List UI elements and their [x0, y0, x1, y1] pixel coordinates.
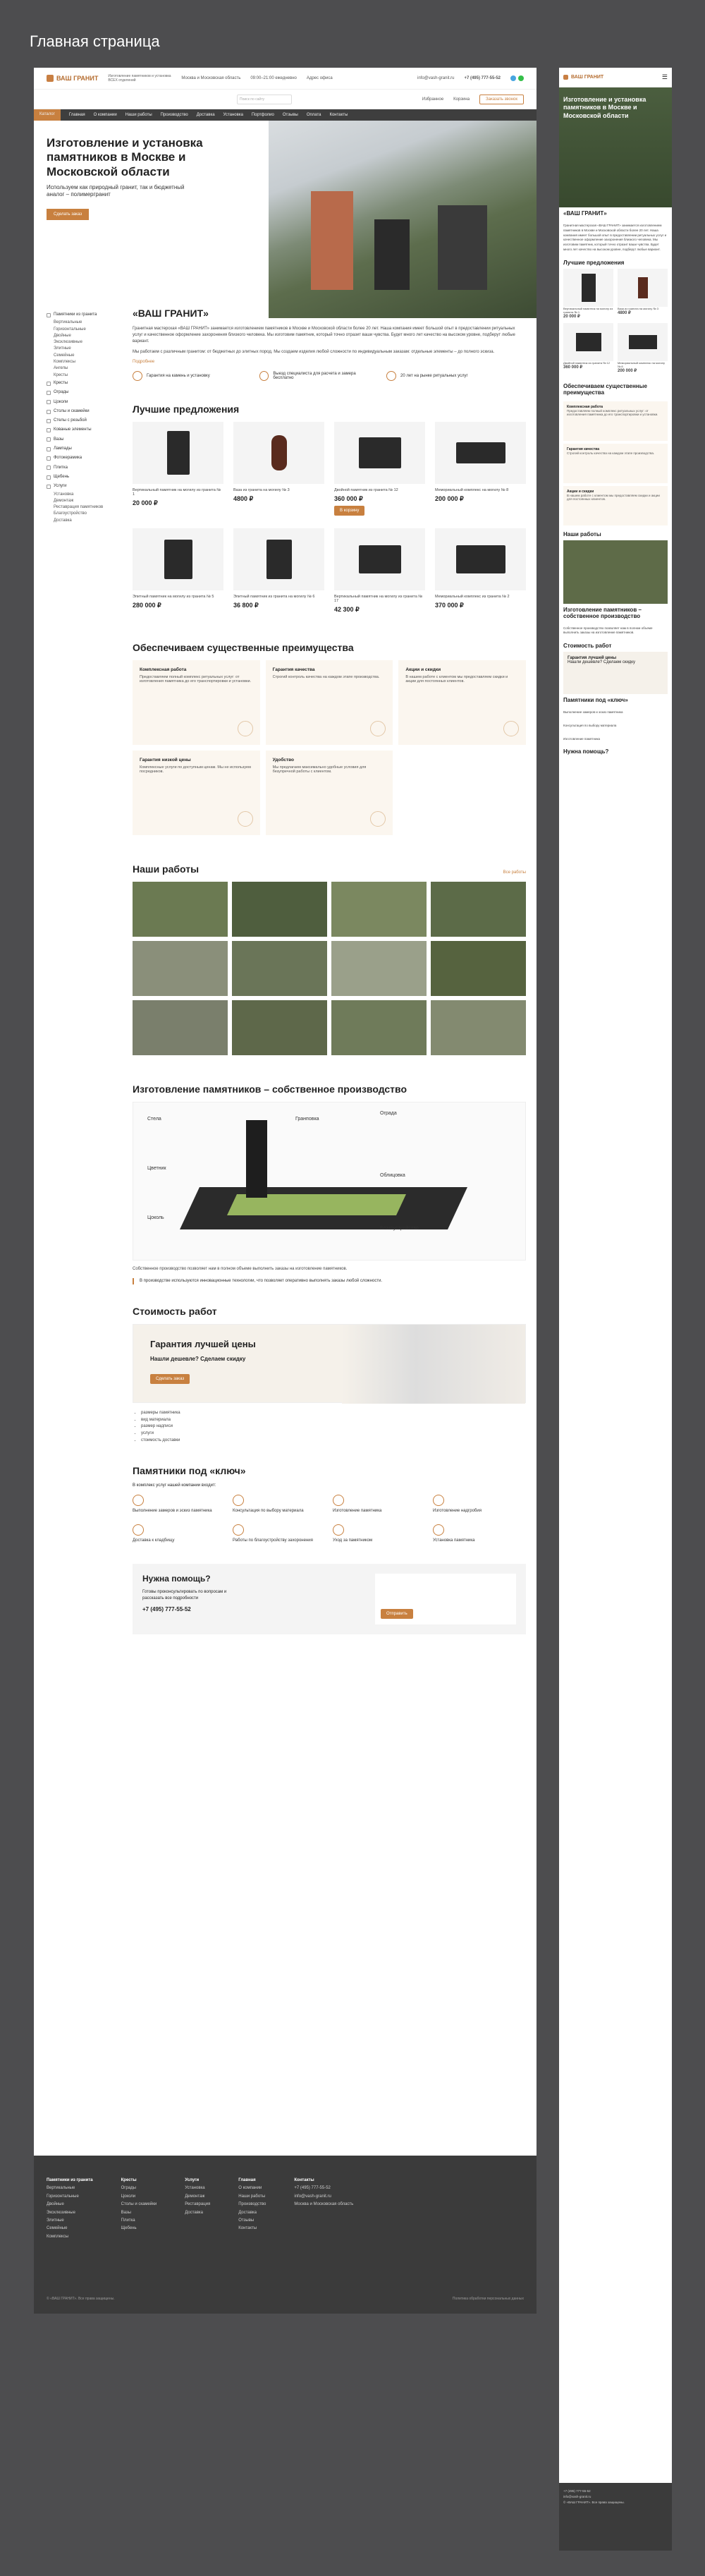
sidebar-item[interactable]: Ограды [47, 388, 124, 397]
mobile-turnkey-item: Консультация по выбору материала [563, 723, 617, 727]
mobile-page [559, 68, 672, 2551]
production-text: Собственное производство позволяет нам в полном объеме выполнить заказы на изготовление памятников. [133, 1267, 348, 1271]
mobile-advantage: Акции и скидки В нашем работе с клиентом мы предоставляем скидки и акции для постоянных клиентов. [563, 486, 668, 525]
mobile-product-card[interactable]: Двойной памятник из гранита № 12 360 000 ₽ [563, 323, 613, 373]
plinth-icon [47, 400, 51, 404]
about-text: Мы работаем с различным гранитом: от бюджетных до элитных пород. Мы создаем изделия любой сложности по индивидуальным заказам: отдельные элементы – до полного эскиза. [133, 350, 495, 354]
tile-icon [47, 466, 51, 470]
work-photo[interactable] [133, 941, 228, 996]
about-more-link[interactable]: Подробнее [133, 360, 155, 364]
mobile-about-text: Гранитная мастерская «ВАШ ГРАНИТ» занимается изготовлением памятников в Москве и Московской области более 20 лет. Наша компания имеет большой опыт в предоставлении ритуальных услуг и качественное оформление захоронения близкого человека. Мы изготовим памятник, который точно отразит ваши чувства. Будет много лет качество на высоком уровне, подберут любые вариант. [563, 224, 667, 251]
production-section [133, 1083, 526, 1284]
nav-item[interactable]: Производство [160, 113, 188, 117]
sidebar-item[interactable]: Столы и скамейки [47, 407, 124, 416]
tagline: Изготовление памятников и установка ВСЕХ отделений [108, 74, 171, 83]
footer-col: Кресты Ограды Цоколи Столы и скамейки Вазы Плитка Щебень [121, 2178, 157, 2231]
complex-icon [238, 721, 253, 736]
discount-icon [503, 721, 519, 736]
offers-title: Лучшие предложения [133, 403, 240, 415]
work-photo[interactable] [331, 941, 427, 996]
sidebar-subitem[interactable]: Благоустройство [54, 511, 87, 516]
tombstone-icon [433, 1495, 444, 1506]
whatsapp-icon[interactable] [518, 75, 524, 81]
tools-icon [333, 1495, 344, 1506]
hours-info: 09:00–21:00 ежедневно [250, 76, 297, 80]
sidebar-subitem[interactable]: Комплексы [54, 360, 76, 365]
add-to-cart-button[interactable]: В корзину [334, 506, 364, 516]
sidebar-item[interactable]: Лампады [47, 444, 124, 454]
mobile-product-card[interactable]: Ваза из гранита на могилу № 3 4800 ₽ [618, 269, 668, 319]
monument-icon [47, 313, 51, 317]
feature-item: Гарантия на камень и установку [133, 371, 245, 381]
turnkey-item: Консультация по выбору материала [233, 1495, 326, 1513]
product-card[interactable]: Двойной памятник из гранита № 12 360 000 ₽ В корзину [334, 422, 425, 516]
advantage-card: Акции и скидки В нашем работе с клиентом мы предоставляем скидки и акции для постоянных клиентов. [398, 660, 526, 745]
sidebar-item[interactable]: Кованые элементы [47, 425, 124, 435]
footer [34, 2156, 537, 2314]
price-icon [238, 811, 253, 827]
help-send-button[interactable]: Отправить [381, 1609, 413, 1619]
privacy-link[interactable]: Политика обработки персональных данных [452, 2297, 524, 2301]
about-text: Гранитная мастерская «ВАШ ГРАНИТ» занимается изготовлением памятников в Москве и Московской области более 20 лет. Наша компания имеет большой опыт в предоставлении ритуальных услуг и качественное оформление захоронения близкого человека. Мы изготовим памятник, который точно отразит ваши чувства. Будет много лет качество на высоком уровне, подберут любые вариант. [133, 327, 515, 344]
all-works-link[interactable]: Все работы [503, 870, 526, 875]
sidebar-subitem[interactable]: Демонтаж [54, 498, 74, 503]
board-title: Главная страница [30, 32, 160, 50]
best-price-banner [133, 1324, 526, 1403]
logo[interactable]: ВАШ ГРАНИТ [47, 75, 98, 82]
cost-section [133, 1306, 526, 1444]
advantages-section [133, 642, 526, 835]
mobile-production-title: Изготовление памятников – собственное производство [563, 606, 642, 619]
sidebar-subitem[interactable]: Эксклюзивные [54, 340, 82, 345]
mobile-advantage: Гарантия качества Строгий контроль качества на каждом этапе производства. [563, 444, 668, 483]
vase-icon [47, 437, 51, 442]
sidebar-item[interactable]: Стелы с резьбой [47, 416, 124, 425]
copyright: © «ВАШ ГРАНИТ». Все права защищены. [47, 2297, 115, 2301]
mobile-product-card[interactable]: Мемориальный комплекс на могилу № 8 200 000 ₽ [618, 323, 668, 373]
mobile-logo[interactable]: ВАШ ГРАНИТ [563, 75, 603, 80]
shield-icon [133, 371, 142, 381]
mobile-turnkey-item: Изготовление памятника [563, 736, 601, 741]
quality-icon [370, 721, 386, 736]
mobile-hero-title: Изготовление и установка памятников в Москве и Московской области [559, 87, 672, 207]
lamp-icon [47, 447, 51, 451]
city-info: Москва и Московская область [181, 76, 241, 80]
telegram-icon[interactable] [510, 75, 516, 81]
landscape-icon [233, 1524, 244, 1536]
catalog-button[interactable]: Каталог [34, 109, 61, 121]
sidebar-item[interactable]: Цоколи [47, 398, 124, 407]
product-card[interactable]: Вертикальный памятник на могилу из гранита № 1 20 000 ₽ [133, 422, 223, 516]
help-form [375, 1574, 516, 1624]
turnkey-section [133, 1465, 526, 1543]
works-section [133, 863, 526, 1055]
fence-icon [47, 391, 51, 395]
footer-col: Памятники из гранита Вертикальные Горизонтальные Двойные Эксклюзивные Элитные Семейные Комплексы [47, 2178, 93, 2239]
work-photo[interactable] [431, 1000, 526, 1055]
email-link[interactable]: info@vash-granit.ru [417, 76, 455, 80]
mobile-turnkey-title: Памятники под «ключ» [563, 697, 628, 703]
comfort-icon [370, 811, 386, 827]
mobile-header [559, 68, 672, 87]
advantage-card: Удобство Мы предлагаем максимально удобные условия для безупречной работы с клиентом. [266, 751, 393, 835]
search-bar [34, 90, 537, 109]
mobile-footer: +7 (495) 777-55-52 info@vash-granit.ru © «ВАШ ГРАНИТ». Все права защищены. [559, 2483, 672, 2551]
turnkey-title: Памятники под «ключ» [133, 1465, 246, 1477]
sidebar-item[interactable]: Вазы [47, 435, 124, 444]
hero [34, 121, 537, 318]
advantages-title: Обеспечиваем существенные преимущества [133, 642, 354, 653]
work-photo[interactable] [431, 882, 526, 937]
nav-item[interactable]: Установка [223, 113, 243, 117]
production-title: Изготовление памятников – собственное производство [133, 1083, 407, 1095]
calendar-icon [386, 371, 396, 381]
cart-link[interactable]: Корзина [453, 97, 470, 102]
mobile-cost-title: Стоимость работ [563, 643, 612, 649]
work-photo[interactable] [133, 882, 228, 937]
top-bar [34, 68, 537, 90]
hero-order-button[interactable]: Сделать заказ [47, 209, 89, 220]
offers-section [133, 403, 526, 614]
main-content [133, 308, 526, 1634]
banner-subtitle: Нашли дешевле? Сделаем скидку [150, 1356, 246, 1363]
advantage-card: Комплексная работа Предоставляем полный комплекс ритуальных услуг: от изготовления памятника до его транспортировки и установки. [133, 660, 260, 745]
cost-factors: • размеры памятника • вид материала • размер надписи • услуги • стоимость доставки [133, 1410, 526, 1444]
install-icon [433, 1524, 444, 1536]
turnkey-item: Установка памятника [433, 1524, 526, 1543]
mobile-works-title: Наши работы [563, 530, 601, 537]
mobile-work-photo[interactable] [563, 540, 668, 604]
work-photo[interactable] [331, 882, 427, 937]
nav-item[interactable]: О компании [93, 113, 117, 117]
product-card[interactable]: Элитный памятник из гранита на могилу № 6 36 800 ₽ [233, 528, 324, 614]
product-card[interactable]: Ваза из гранита на могилу № 3 4800 ₽ [233, 422, 324, 516]
footer-col: Главная О компании Наши работы Производство Доставка Отзывы Контакты [238, 2178, 266, 2231]
nav-item[interactable]: Главная [68, 113, 85, 117]
truck-icon [259, 371, 269, 381]
product-card[interactable]: Вертикальный памятник на могилу из гранита № 17 42 300 ₽ [334, 528, 425, 614]
phone-link[interactable]: +7 (495) 777-55-52 [464, 76, 501, 80]
sidebar-item[interactable]: Щебень [47, 473, 124, 482]
photo-icon [47, 456, 51, 461]
advantage-card: Гарантия низкой цены Комплексные услуги по доступным ценам. Мы не используем посредников. [133, 751, 260, 835]
cost-title: Стоимость работ [133, 1306, 217, 1318]
help-text: Готовы проконсультировать по вопросам и рассказать все подробности [142, 1590, 227, 1601]
mobile-production-text: Собственное производство позволяет нам в полном объеме выполнить заказы на изготовление памятников. [563, 626, 653, 635]
sidebar-subitem[interactable]: Кресты [54, 372, 68, 377]
about-section [133, 308, 526, 381]
mobile-offers-title: Лучшие предложения [563, 259, 625, 266]
turnkey-item: Изготовление надгробия [433, 1495, 526, 1513]
nav-item[interactable]: Доставка [196, 113, 215, 117]
cross-icon [47, 382, 51, 386]
callback-button[interactable]: Заказать звонок [479, 95, 524, 104]
nav-item[interactable]: Наши работы [125, 113, 152, 117]
stele-icon [47, 419, 51, 423]
sidebar-subitem[interactable]: Горизонтальные [54, 327, 86, 332]
sidebar-item[interactable]: Услуги [47, 482, 124, 491]
sidebar-item[interactable]: Плитка [47, 463, 124, 473]
help-block [133, 1564, 526, 1634]
sidebar-item[interactable]: Памятники из гранита [47, 310, 124, 320]
mobile-product-card[interactable]: Вертикальный памятник на могилу из гранита № 1 20 000 ₽ [563, 269, 613, 319]
care-icon [333, 1524, 344, 1536]
table-icon [47, 410, 51, 414]
forged-icon [47, 428, 51, 432]
nav-item[interactable]: Оплата [306, 113, 321, 117]
mobile-price-banner: Гарантия лучшей цены Нашли дешевле? Сделаем скидку [563, 652, 668, 694]
turnkey-item: Изготовление памятника [333, 1495, 426, 1513]
delivery-icon [133, 1524, 144, 1536]
mobile-advantages-title: Обеспечиваем существенные преимущества [563, 382, 647, 396]
mobile-turnkey-item: Выполнение замеров и эскиз памятника [563, 710, 623, 714]
main-nav [34, 109, 537, 121]
sidebar-subitem[interactable]: Семейные [54, 353, 75, 358]
mobile-help-title: Нужна помощь? [563, 748, 609, 755]
footer-col: Услуги Установка Демонтаж Реставрация Доставка [185, 2178, 211, 2215]
footer-col: Контакты +7 (495) 777-55-52 info@vash-granit.ru Москва и Московская область [294, 2178, 354, 2207]
sidebar-item[interactable]: Кресты [47, 379, 124, 388]
sidebar-subitem[interactable]: Вертикальные [54, 320, 82, 325]
help-phone[interactable]: +7 (495) 777-55-52 [142, 1606, 191, 1613]
product-card[interactable]: Элитный памятник на могилу из гранита № 5 280 000 ₽ [133, 528, 223, 614]
sidebar-subitem[interactable]: Двойные [54, 333, 71, 338]
product-card[interactable]: Мемориальный комплекс из гранита № 2 370 000 ₽ [435, 528, 526, 614]
advantage-card: Гарантия качества Строгий контроль качества на каждом этапе производства. [266, 660, 393, 745]
hero-title: Изготовление и установка памятников в Москве и Московской области [47, 136, 203, 178]
work-photo[interactable] [232, 1000, 327, 1055]
work-photo[interactable] [431, 941, 526, 996]
turnkey-item: Выполнение замеров и эскиз памятника [133, 1495, 226, 1513]
nav-item[interactable]: Отзывы [282, 113, 298, 117]
work-photo[interactable] [232, 882, 327, 937]
turnkey-item: Доставка к кладбищу [133, 1524, 226, 1543]
product-card[interactable]: Мемориальный комплекс на могилу № 8 200 000 ₽ [435, 422, 526, 516]
turnkey-item: Работы по благоустройству захоронения [233, 1524, 326, 1543]
search-input[interactable]: Поиск по сайту [237, 95, 292, 104]
nav-item[interactable]: Портфолио [251, 113, 274, 117]
sidebar-subitem[interactable]: Установка [54, 492, 74, 497]
sidebar-subitem[interactable]: Элитные [54, 346, 71, 351]
consult-icon [233, 1495, 244, 1506]
sidebar-subitem[interactable]: Ангелы [54, 366, 68, 371]
banner-order-button[interactable]: Сделать заказ [150, 1374, 190, 1384]
nav-item[interactable]: Контакты [329, 113, 348, 117]
turnkey-intro: В комплекс услуг нашей компании входит: [133, 1483, 216, 1488]
sidebar-subitem[interactable]: Реставрация памятников [54, 505, 104, 510]
work-photo[interactable] [133, 1000, 228, 1055]
mobile-advantage: Комплексная работа Предоставляем полный комплекс ритуальных услуг: от изготовления памятника до его транспортировки и установки. [563, 401, 668, 441]
work-photo[interactable] [232, 941, 327, 996]
production-quote: В производстве используются инновационные технологии, что позволяет оперативно выполнять заказы любой сложности. [133, 1278, 526, 1284]
hero-subtitle: Используем как природный гранит, так и бюджетный аналог – полимергранит [47, 184, 185, 198]
address-link[interactable]: Адрес офиса [306, 76, 333, 80]
ruler-icon [133, 1495, 144, 1506]
feature-item: Выезд специалиста для расчета и замера бесплатно [259, 371, 372, 381]
works-title: Наши работы [133, 863, 200, 875]
sidebar-subitem[interactable]: Доставка [54, 518, 72, 523]
sidebar [47, 310, 124, 524]
monument-scheme: Стела Гранповка Ограда Цветник Облицовка Цоколь Благоустройство [133, 1102, 526, 1260]
mobile-about-title: «ВАШ ГРАНИТ» [563, 210, 607, 217]
gravel-icon [47, 475, 51, 480]
banner-title: Гарантия лучшей цены [150, 1339, 256, 1350]
feature-item: 20 лет на рынке ритуальных услуг [386, 371, 499, 381]
work-photo[interactable] [331, 1000, 427, 1055]
about-title: «ВАШ ГРАНИТ» [133, 308, 209, 319]
favorites-link[interactable]: Избранное [422, 97, 444, 102]
sidebar-item[interactable]: Фотокерамика [47, 454, 124, 463]
hero-image [269, 121, 537, 318]
desktop-page [34, 68, 537, 2314]
services-icon [47, 485, 51, 489]
help-title: Нужна помощь? [142, 1574, 211, 1584]
turnkey-item: Уход за памятником [333, 1524, 426, 1543]
menu-icon[interactable]: ☰ [661, 73, 668, 80]
